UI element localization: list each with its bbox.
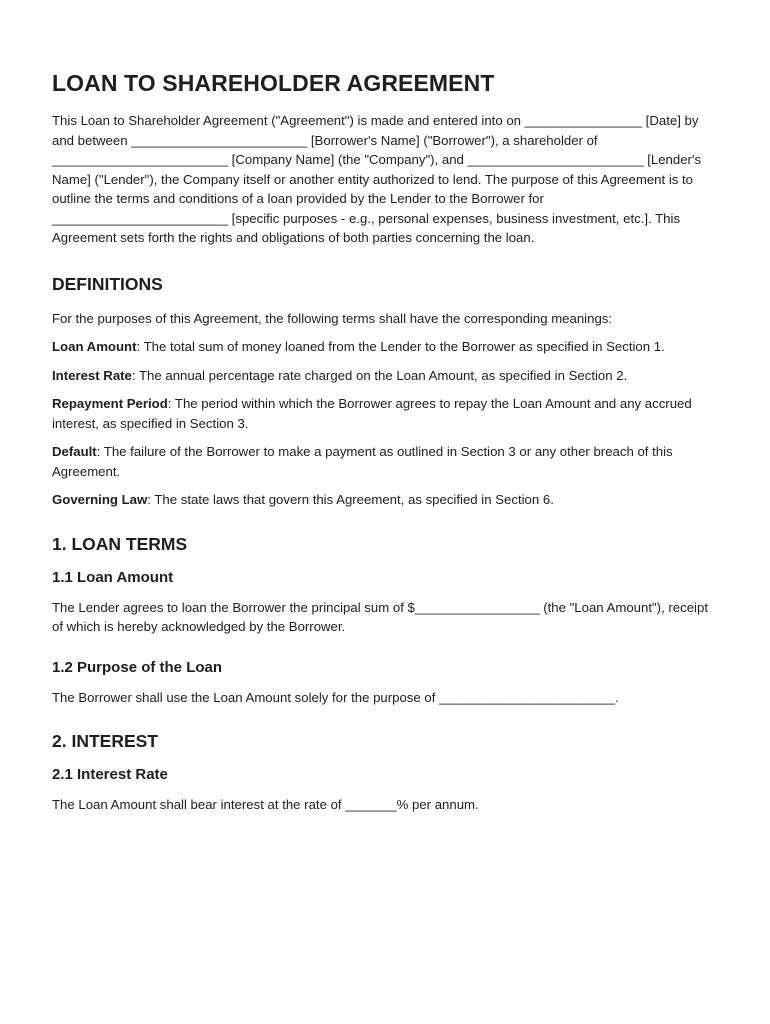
document-title: LOAN TO SHAREHOLDER AGREEMENT: [52, 70, 495, 96]
section-2-heading: 2. INTEREST: [52, 731, 158, 751]
definition-term: Interest Rate: [52, 367, 132, 383]
section-1-1-text: The Lender agrees to loan the Borrower the principal sum of $_________________ (the "Loan Amount"), receipt of which is hereby acknowledged by the Borrower.: [52, 599, 708, 634]
section-1-heading: 1. LOAN TERMS: [52, 533, 188, 554]
section-1-2-heading: 1.2 Purpose of the Loan: [52, 658, 223, 676]
definition-text: : The annual percentage rate charged on the Loan Amount, as specified in Section 2.: [131, 367, 628, 383]
definition-interest-rate: [52, 366, 720, 386]
definition-term: Loan Amount: [52, 339, 137, 354]
section-2-1-heading: 2.1 Interest Rate: [52, 766, 168, 783]
definition-repayment-period: [52, 394, 720, 433]
definition-loan-amount: [52, 337, 720, 357]
definitions-heading: DEFINITIONS: [52, 273, 163, 294]
definition-text: : The period within which the Borrower agrees to repay the Loan Amount and any accrued interest, as specified in Section 3.: [52, 396, 692, 431]
intro-paragraph: This Loan to Shareholder Agreement ("Agreement") is made and entered into on ________________ [Date] by and between ________________________ [Borrower's Name] ("Borrower"), a shareholder of ________________________ [Company Name] (the "Company"), and ________________________ [Lender's Name] ("Lender"), the Company itself or another entity authorized to lend. The purpose of this Agreement is to outline the terms and conditions of a loan provided by the Lender to the Borrower for ________________________ [specific purposes - e.g., personal expenses, business investment, etc.]. This Agreement sets forth the rights and obligations of both parties concerning the loan.: [52, 113, 702, 245]
section-1-2-text: The Borrower shall use the Loan Amount solely for the purpose of ________________________.: [52, 689, 619, 705]
definition-text: : The failure of the Borrower to make a payment as outlined in Section 3 or any other breach of this Agreement.: [52, 444, 673, 479]
definitions-lead: For the purposes of this Agreement, the following terms shall have the corresponding meanings:: [52, 310, 613, 326]
definition-governing-law: [52, 490, 720, 510]
section-2-1-text: The Loan Amount shall bear interest at the rate of _______% per annum.: [52, 797, 479, 812]
definition-text: : The state laws that govern this Agreement, as specified in Section 6.: [147, 492, 554, 507]
definition-term: Default: [52, 444, 97, 459]
definition-term: Repayment Period: [52, 396, 168, 411]
section-1-1-heading: 1.1 Loan Amount: [52, 568, 174, 586]
definition-default: [52, 442, 720, 481]
definition-text: : The total sum of money loaned from the Lender to the Borrower as specified in Section 1.: [136, 339, 665, 354]
definition-term: Governing Law: [52, 492, 148, 507]
